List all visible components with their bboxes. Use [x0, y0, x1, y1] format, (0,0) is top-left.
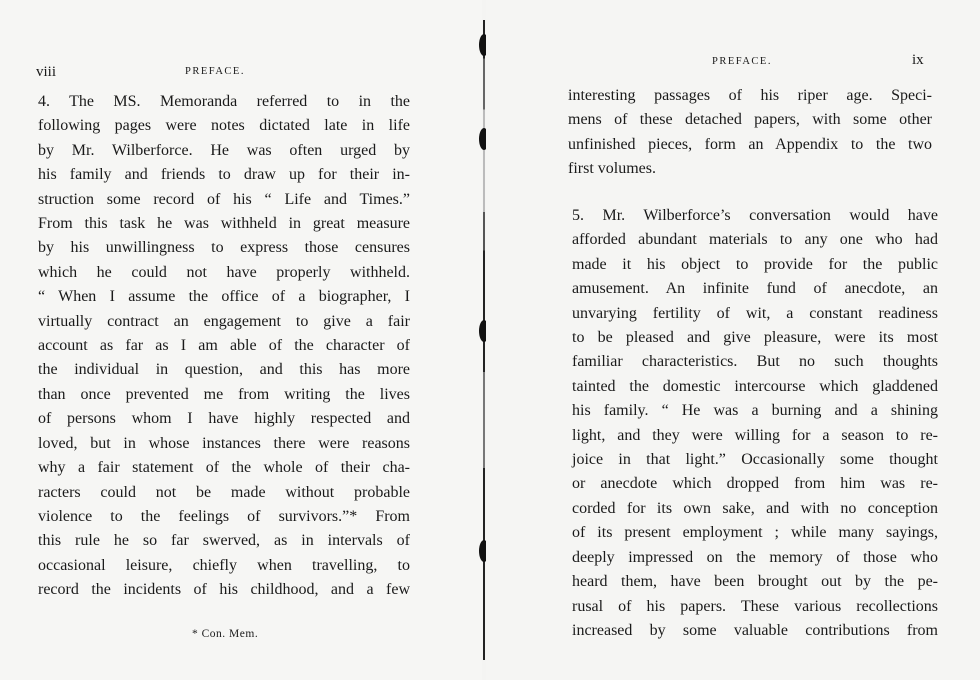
text-line: the individual in question, and this has more — [38, 361, 410, 379]
text-line: afforded abundant materials to any one who had — [572, 231, 938, 249]
left-running-head: PREFACE. — [185, 66, 245, 77]
text-line: loved, but in whose instances there were reasons — [38, 434, 410, 452]
text-line: 5. Mr. Wilberforce’s conversation would have — [572, 207, 938, 224]
text-line: this rule he so far swerved, as in intervals of — [38, 532, 410, 550]
right-running-head: PREFACE. — [712, 56, 772, 67]
text-line: to be pleased and give pleasure, were its most — [572, 329, 938, 347]
text-line: his family. “ He was a burning and a shining — [572, 402, 938, 420]
text-line: why a fair statement of the whole of their cha- — [38, 459, 410, 477]
text-line: unvarying fertility of wit, a constant readiness — [572, 304, 938, 322]
text-line: increased by some valuable contributions from — [572, 621, 938, 639]
text-line: or anecdote which dropped from him was re- — [572, 475, 938, 493]
text-line: of persons whom I have highly respected and — [38, 410, 410, 428]
text-line: rusal of his papers. These various recollections — [572, 597, 938, 615]
text-line: by Mr. Wilberforce. He was often urged by — [38, 141, 410, 159]
text-line: mens of these detached papers, with some other — [568, 111, 932, 129]
text-line: corded for its own sake, and with no conception — [572, 499, 938, 517]
text-line: 4. The MS. Memoranda referred to in the — [38, 93, 410, 110]
text-line: heard them, have been brought out by the pe- — [572, 573, 938, 591]
text-line: which he could not have properly withheld. — [38, 263, 410, 281]
text-line: violence to the feelings of survivors.”* From — [38, 507, 410, 525]
text-line: interesting passages of his riper age. Speci- — [568, 87, 932, 104]
text-line: virtually contract an engagement to give a fair — [38, 312, 410, 330]
text-line: From this task he was withheld in great measure — [38, 215, 410, 233]
text-line: of its present employment ; while many sayings, — [572, 524, 938, 542]
text-line: joice in that light.” Occasionally some thought — [572, 451, 938, 469]
text-line: deeply impressed on the memory of those who — [572, 548, 938, 566]
left-page — [0, 0, 482, 680]
right-page — [486, 0, 980, 680]
text-line: his family and friends to draw up for their in- — [38, 166, 410, 184]
text-line: record the incidents of his childhood, and a few — [38, 581, 410, 599]
right-paragraph-2 — [572, 204, 938, 643]
text-line: unfinished pieces, form an Appendix to the two — [568, 135, 932, 153]
text-line: first volumes. — [568, 160, 656, 178]
footnote: * Con. Mem. — [192, 628, 259, 640]
text-line: made it his object to provide for the public — [572, 255, 938, 273]
text-line: following pages were notes dictated late in life — [38, 117, 410, 135]
text-line: amusement. An infinite fund of anecdote, an — [572, 280, 938, 298]
text-line: “ When I assume the office of a biographer, I — [38, 288, 410, 306]
left-body-text — [38, 90, 410, 603]
text-line: racters could not be made without probable — [38, 483, 410, 501]
text-line: account as far as I am able of the character of — [38, 337, 410, 355]
text-line: tainted the domestic intercourse which gladdened — [572, 377, 938, 395]
text-line: struction some record of his “ Life and Times.” — [38, 190, 410, 208]
text-line: light, and they were willing for a season to re- — [572, 426, 938, 444]
text-line: by his unwillingness to express those censures — [38, 239, 410, 257]
text-line: than once prevented me from writing the lives — [38, 385, 410, 403]
right-paragraph-1 — [568, 84, 932, 182]
left-page-number: viii — [36, 64, 57, 80]
text-line: familiar characteristics. But no such thoughts — [572, 353, 938, 371]
text-line: occasional leisure, chiefly when travelling, to — [38, 556, 410, 574]
right-page-number: ix — [912, 52, 924, 68]
